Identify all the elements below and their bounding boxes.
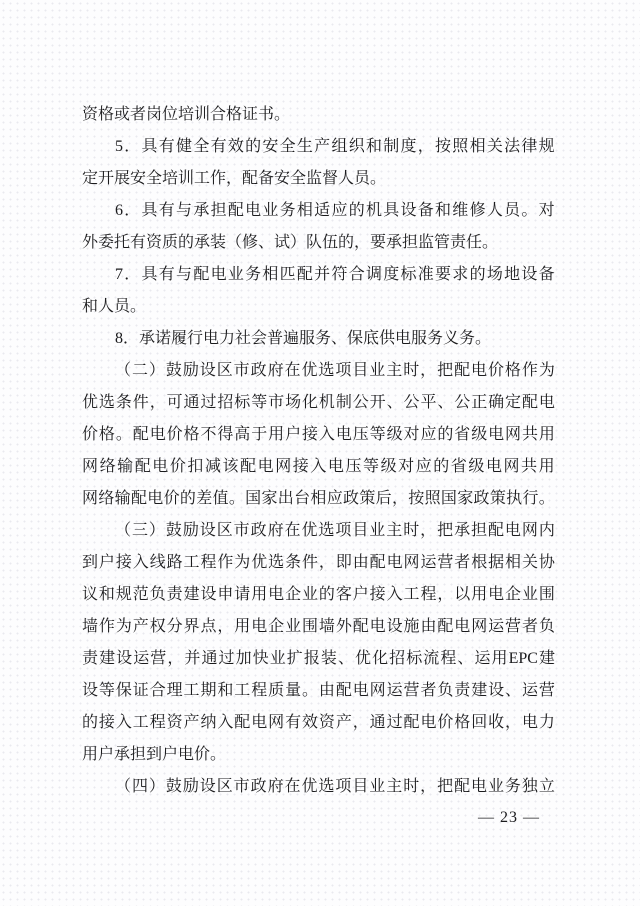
text-line: 到 户 接 入 线 路 工 程 作 为 优 选 条 件 ， 即 由 配 电 网 运 营 者 根 据 相 关 协 xyxy=(82,554,555,571)
page-number: — 23 — xyxy=(478,809,540,826)
text-line: 墙 作 为 产 权 分 界 点 ， 用 电 企 业 围 墙 外 配 电 设 施 由 配 电 网 运 营 者 负 xyxy=(82,618,555,635)
text-line: 网 络 输 配 电 价 扣 减 该 配 电 网 接 入 电 压 等 级 对 应 的 省 级 电 网 共 用 xyxy=(82,458,555,475)
text-line: （ 三 ） 鼓 励 设 区 市 政 府 在 优 选 项 目 业 主 时 ， 把 承 担 配 电 网 内 xyxy=(115,522,555,539)
text-line: 优 选 条 件 ， 可 通 过 招 标 等 市 场 化 机 制 公 开 、 公 平 、 公 正 确 定 配 电 xyxy=(82,394,555,411)
page-footer xyxy=(478,804,540,832)
text-line: 议 和 规 范 负 责 建 设 申 请 用 电 企 业 的 客 户 接 入 工 程 ， 以 用 电 企 业 围 xyxy=(82,586,555,603)
text-line: 定开展安全培训工作，配备安全监督人员。 xyxy=(82,170,387,187)
text-line: 5 ． 具 有 健 全 有 效 的 安 全 生 产 组 织 和 制 度 ， 按 照 相 关 法 律 规 xyxy=(115,138,555,155)
text-line: 责 建 设 运 营 ， 并 通 过 加 快 业 扩 报 装 、 优 化 招 标 流 程 、 运 用 EPC 建 xyxy=(82,650,555,667)
text-line: 的 接 入 工 程 资 产 纳 入 配 电 网 有 效 资 产 ， 通 过 配 电 价 格 回 收 ， 电 力 xyxy=(82,714,555,731)
text-line: 资格或者岗位培训合格证书。 xyxy=(82,106,291,123)
text-line: （ 四 ） 鼓 励 设 区 市 政 府 在 优 选 项 目 业 主 时 ， 把 配 电 业 务 独 立 xyxy=(115,778,555,795)
text-line: 和人员。 xyxy=(82,298,147,315)
text-line: 6 ． 具 有 与 承 担 配 电 业 务 相 适 应 的 机 具 设 备 和 维 修 人 员 。 对 xyxy=(115,202,555,219)
text-line: 价 格 。 配 电 价 格 不 得 高 于 用 户 接 入 电 压 等 级 对 应 的 省 级 电 网 共 用 xyxy=(82,426,555,443)
text-line: 设 等 保 证 合 理 工 期 和 工 程 质 量 。 由 配 电 网 运 营 者 负 责 建 设 、 运 营 xyxy=(82,682,555,699)
text-line: （ 二 ） 鼓 励 设 区 市 政 府 在 优 选 项 目 业 主 时 ， 把 配 电 价 格 作 为 xyxy=(115,362,555,379)
text-line: 用户承担到户电价。 xyxy=(82,746,227,763)
text-line: 网 络 输 配 电 价 的 差 值 。 国 家 出 台 相 应 政 策 后 ， 按 照 国 家 政 策 执 行 。 xyxy=(82,490,555,507)
text-line: 7 ． 具 有 与 配 电 业 务 相 匹 配 并 符 合 调 度 标 准 要 求 的 场 地 设 备 xyxy=(115,266,555,283)
text-line: 8．承诺履行电力社会普遍服务、保底供电服务义务。 xyxy=(115,330,492,347)
text-line: 外委托有资质的承装（修、试）队伍的，要承担监管责任。 xyxy=(82,234,499,251)
text-block xyxy=(82,99,555,803)
